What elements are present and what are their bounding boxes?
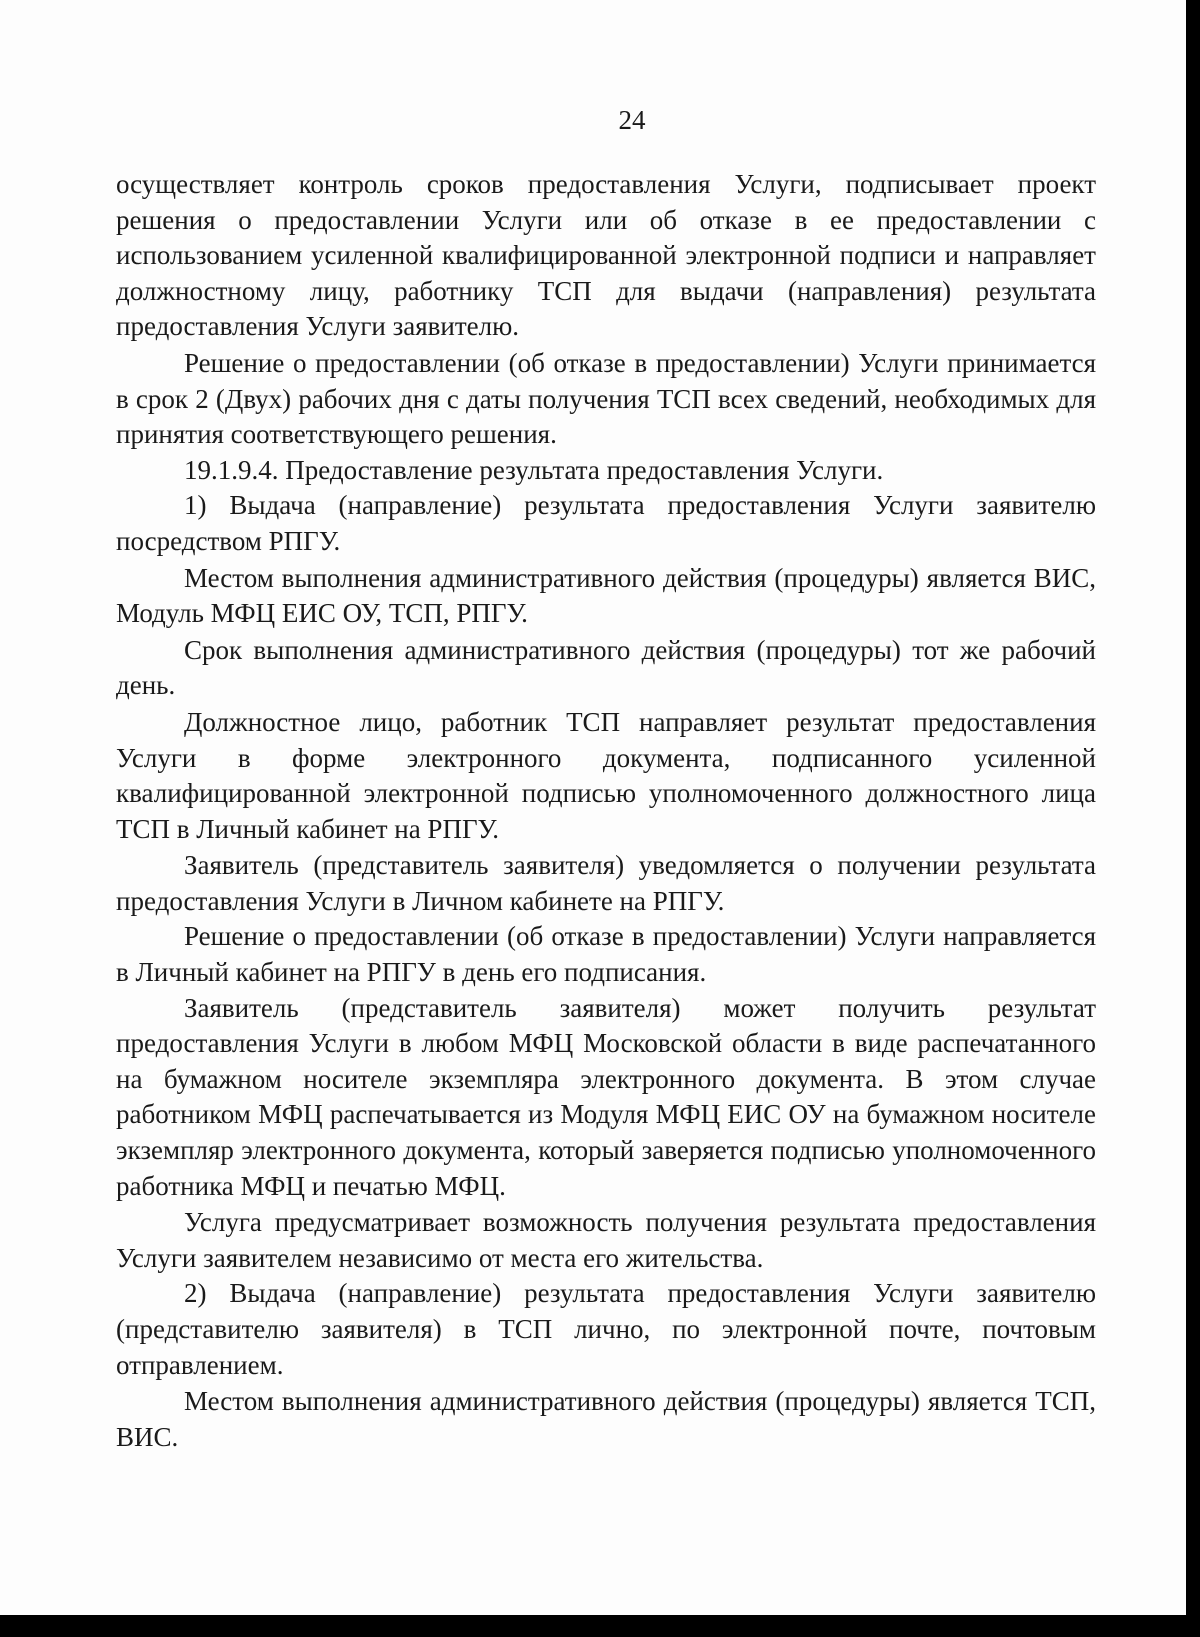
paragraph-item-2: 2) Выдача (направление) результата предоставления Услуги заявителю (представителю заявителя) в ТСП лично, по электронной почте, почтовым отправлением. bbox=[116, 1278, 1096, 1380]
paragraph-possibility: Услуга предусматривает возможность получения результата предоставления Услуги заявителем независимо от места его жительства. bbox=[116, 1207, 1096, 1273]
paragraph-decision-sent: Решение о предоставлении (об отказе в предоставлении) Услуги направляется в Личный кабинет на РПГУ в день его подписания. bbox=[116, 921, 1096, 988]
document-body bbox=[116, 167, 1096, 1455]
scan-edge-bottom bbox=[0, 1615, 1200, 1637]
paragraph-place-2: Местом выполнения административного действия (процедуры) является ТСП, ВИС. bbox=[116, 1386, 1096, 1452]
paragraph-notification: Заявитель (представитель заявителя) уведомляется о получении результата предоставления Услуги в Личном кабинете на РПГУ. bbox=[116, 850, 1096, 916]
paragraph-place-1: Местом выполнения административного действия (процедуры) является ВИС, Модуль МФЦ ЕИС ОУ, ТСП, РПГУ. bbox=[116, 562, 1096, 629]
paragraph-item-1: 1) Выдача (направление) результата предоставления Услуги заявителю посредством РПГУ. bbox=[116, 490, 1096, 556]
paragraph-official: Должностное лицо, работник ТСП направляет результат предоставления Услуги в форме электронного документа, подписанного усиленной квалифицированной электронной подписью уполномоченного должностного лица ТСП в Личный кабинет на РПГУ. bbox=[116, 706, 1096, 844]
paragraph-mfc: Заявитель (представитель заявителя) может получить результат предоставления Услуги в любом МФЦ Московской области в виде распечатанного на бумажном носителе экземпляра электронного документа. В этом случае работником МФЦ распечатывается из Модуля МФЦ ЕИС ОУ на бумажном носителе экземпляр электронного документа, который заверяется подписью уполномоченного работника МФЦ и печатью МФЦ. bbox=[116, 992, 1096, 1201]
paragraph-term: Срок выполнения административного действия (процедуры) тот же рабочий день. bbox=[116, 634, 1096, 701]
page-number: 24 bbox=[618, 105, 646, 135]
section-heading-19-1-9-4: 19.1.9.4. Предоставление результата предоставления Услуги. bbox=[184, 454, 884, 485]
paragraph-decision-term: Решение о предоставлении (об отказе в предоставлении) Услуги принимается в срок 2 (Двух) рабочих дня с даты получения ТСП всех сведений, необходимых для принятия соответствующего решения. bbox=[116, 347, 1096, 450]
scan-edge-right bbox=[1186, 0, 1200, 1637]
paragraph-continuation: осуществляет контроль сроков предоставления Услуги, подписывает проект решения о предоставлении Услуги или об отказе в ее предоставлении с использованием усиленной квалифицированной электронной подписи и направляет должностному лицу, работнику ТСП для выдачи (направления) результата предоставления Услуги заявителю. bbox=[116, 169, 1096, 342]
